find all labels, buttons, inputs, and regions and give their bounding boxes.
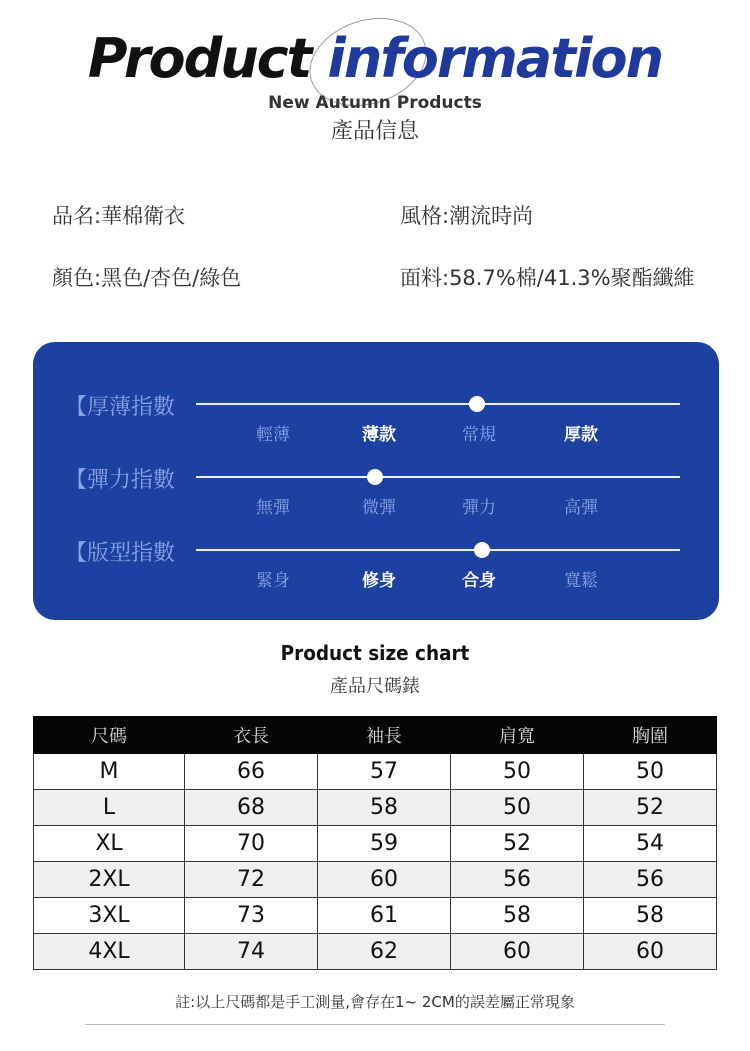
table-cell: 66 xyxy=(185,754,318,790)
table-cell: 54 xyxy=(584,826,717,862)
index-option: 彈力 xyxy=(462,498,496,518)
title-word-information: information xyxy=(327,27,663,90)
index-option: 緊身 xyxy=(256,571,290,591)
table-cell: 60 xyxy=(584,934,717,970)
index-option: 薄款 xyxy=(362,425,396,445)
subtitle-chinese: 產品信息 xyxy=(330,119,419,144)
index-marker-dot xyxy=(469,396,485,412)
index-option: 輕薄 xyxy=(256,425,290,445)
table-cell: 59 xyxy=(318,826,451,862)
index-scale-line xyxy=(196,403,680,405)
index-option: 合身 xyxy=(462,571,496,591)
table-row xyxy=(34,826,717,862)
table-row xyxy=(34,862,717,898)
info-product-name: 品名:華棉衛衣 xyxy=(52,204,186,228)
index-scale-line xyxy=(196,549,680,551)
index-label: 【版型指數 xyxy=(65,541,176,566)
table-cell: 52 xyxy=(451,826,584,862)
column-header: 衣長 xyxy=(185,717,318,754)
header xyxy=(0,0,750,160)
table-cell: 58 xyxy=(584,898,717,934)
measurement-note: 註:以上尺碼都是手工測量,會存在1~ 2CM的誤差屬正常現象 xyxy=(175,993,575,1011)
table-row xyxy=(34,934,717,970)
index-option: 高彈 xyxy=(564,498,598,518)
column-header: 肩寬 xyxy=(451,717,584,754)
table-cell: 62 xyxy=(318,934,451,970)
size-chart-subtitle: 產品尺碼錶 xyxy=(330,676,420,697)
table-cell: 73 xyxy=(185,898,318,934)
table-cell: 52 xyxy=(584,790,717,826)
table-cell: L xyxy=(34,790,185,826)
table-cell: 60 xyxy=(451,934,584,970)
index-option: 微彈 xyxy=(362,498,396,518)
info-color: 顏色:黑色/杏色/綠色 xyxy=(52,266,242,290)
table-row xyxy=(34,754,717,790)
column-header: 袖長 xyxy=(318,717,451,754)
column-header: 尺碼 xyxy=(34,717,185,754)
table-cell: 56 xyxy=(451,862,584,898)
table-cell: 60 xyxy=(318,862,451,898)
info-style: 風格:潮流時尚 xyxy=(400,204,534,228)
table-cell: 58 xyxy=(318,790,451,826)
title-word-product: Product xyxy=(87,27,311,90)
index-option: 無彈 xyxy=(256,498,290,518)
table-row xyxy=(34,790,717,826)
subtitle-english: New Autumn Products xyxy=(268,93,482,113)
table-cell: 70 xyxy=(185,826,318,862)
indices-panel xyxy=(33,342,719,620)
index-option: 厚款 xyxy=(564,425,598,445)
index-option: 修身 xyxy=(362,571,396,591)
index-label: 【厚薄指數 xyxy=(65,395,176,420)
divider xyxy=(85,1024,665,1025)
table-cell: 74 xyxy=(185,934,318,970)
table-cell: 3XL xyxy=(34,898,185,934)
table-cell: 61 xyxy=(318,898,451,934)
index-option: 常規 xyxy=(462,425,496,445)
table-cell: 72 xyxy=(185,862,318,898)
table-cell: XL xyxy=(34,826,185,862)
info-fabric: 面料:58.7%棉/41.3%聚酯纖維 xyxy=(400,266,695,290)
page-title xyxy=(0,24,750,94)
table-cell: 50 xyxy=(584,754,717,790)
size-table-header xyxy=(34,717,717,754)
index-marker-dot xyxy=(474,542,490,558)
table-cell: 58 xyxy=(451,898,584,934)
table-cell: 68 xyxy=(185,790,318,826)
table-cell: 2XL xyxy=(34,862,185,898)
size-table xyxy=(33,716,717,970)
table-cell: M xyxy=(34,754,185,790)
table-cell: 50 xyxy=(451,790,584,826)
index-option: 寬鬆 xyxy=(564,571,598,591)
table-cell: 4XL xyxy=(34,934,185,970)
index-marker-dot xyxy=(367,469,383,485)
size-chart-title: Product size chart xyxy=(280,641,470,665)
size-table-body xyxy=(34,754,717,970)
index-label: 【彈力指數 xyxy=(65,468,176,493)
column-header: 胸圍 xyxy=(584,717,717,754)
table-row xyxy=(34,898,717,934)
table-cell: 57 xyxy=(318,754,451,790)
index-scale-line xyxy=(196,476,680,478)
table-cell: 56 xyxy=(584,862,717,898)
table-cell: 50 xyxy=(451,754,584,790)
